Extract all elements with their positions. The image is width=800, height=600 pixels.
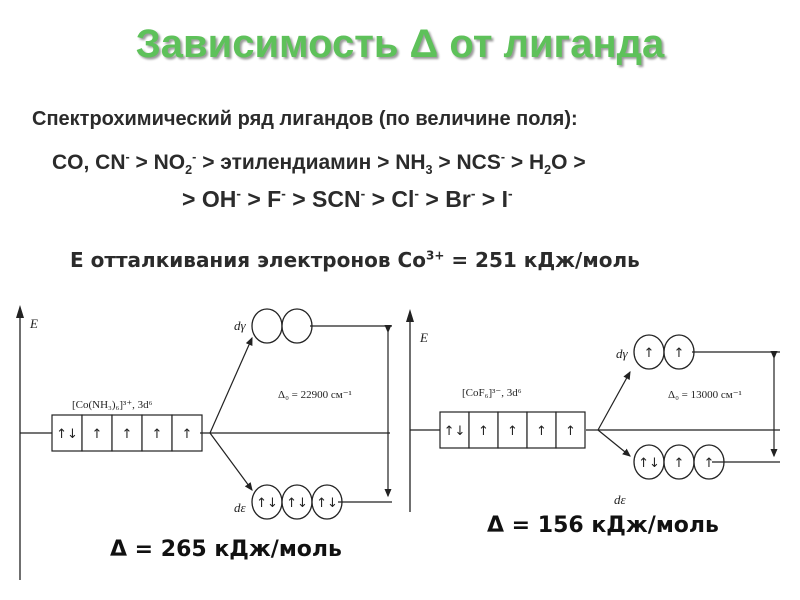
- eg-orbitals: [252, 309, 312, 343]
- orbital: [282, 309, 312, 343]
- delta-value: Δ₀ = 13000 см⁻¹: [668, 389, 742, 401]
- page-title: Зависимость Δ от лиганда: [135, 22, 665, 66]
- electron-spin: ↑: [181, 427, 193, 442]
- electron-spin: ↑: [121, 427, 133, 442]
- electron-spin: ↑: [507, 424, 518, 439]
- electron-spin: ↑: [703, 456, 715, 471]
- electron-spin: ↑: [478, 424, 489, 439]
- down-split-arrow: [210, 433, 252, 490]
- delta-value: Δ₀ = 22900 см⁻¹: [278, 389, 352, 401]
- axis-arrow-icon: [406, 309, 414, 322]
- electron-spin: ↑: [151, 427, 163, 442]
- free-ion-orbitals: [440, 412, 585, 448]
- free-ion-orbitals: [52, 415, 202, 451]
- series-token: > $NO_2^-$: [129, 150, 197, 178]
- electron-spin: ↑↓: [56, 427, 78, 442]
- series-token: O >: [551, 151, 586, 174]
- complex-formula: [Co(NH₃)₆]³⁺, 3d⁶: [72, 399, 153, 411]
- axis-label: E: [30, 316, 38, 331]
- series-token: > этилендиамин > $NH_3$: [196, 151, 433, 178]
- t2g-orbitals: [252, 485, 342, 519]
- series-token: > SCN-: [285, 186, 366, 212]
- delta-result-right: Δ = 156 кДж/моль: [487, 513, 719, 538]
- up-split-arrow: [598, 372, 630, 430]
- electron-spin: ↑: [673, 346, 685, 361]
- series-token: CO, CN-: [52, 150, 130, 174]
- complex-formula: [CoF₆]³⁻, 3d⁶: [462, 387, 522, 399]
- orbital: [252, 309, 282, 343]
- series-token: > I-: [475, 186, 513, 212]
- electron-spin: ↑: [643, 346, 655, 361]
- electron-spin: ↑↓: [316, 496, 338, 511]
- series-token: > Cl-: [365, 186, 420, 212]
- series-token: > Br-: [419, 186, 476, 212]
- electron-spin: ↑↓: [638, 456, 660, 471]
- series-token: > $H_2$: [505, 151, 552, 178]
- electron-spin: ↑: [565, 424, 576, 439]
- delta-result-left: Δ = 265 кДж/моль: [110, 537, 342, 562]
- electron-spin: ↑↓: [256, 496, 278, 511]
- electron-spin: ↑: [91, 427, 103, 442]
- dgamma-label: dγ: [616, 346, 628, 361]
- t2g-orbitals: [634, 445, 724, 479]
- axis-label: E: [420, 330, 428, 345]
- series-token: > NCS-: [432, 150, 506, 174]
- down-split-arrow: [598, 430, 630, 456]
- series-token: > F-: [240, 186, 286, 212]
- depsilon-label: dε: [234, 500, 246, 515]
- electron-spin: ↑: [673, 456, 685, 471]
- repulsion-energy: E отталкивания электронов $Co^{3+} = 251$ кДж/моль: [70, 248, 640, 272]
- electron-spin: ↑↓: [443, 424, 466, 439]
- eg-orbitals: [634, 335, 694, 369]
- up-split-arrow: [210, 338, 252, 433]
- axis-arrow-icon: [16, 305, 24, 318]
- electron-spin: ↑: [536, 424, 547, 439]
- series-token: > OH-: [182, 186, 241, 212]
- electron-spin: ↑↓: [286, 496, 308, 511]
- depsilon-label: dε: [614, 492, 626, 507]
- right-diagram: [406, 309, 780, 512]
- dgamma-label: dγ: [234, 318, 246, 333]
- series-heading: Спектрохимический ряд лигандов (по величине поля):: [32, 108, 578, 130]
